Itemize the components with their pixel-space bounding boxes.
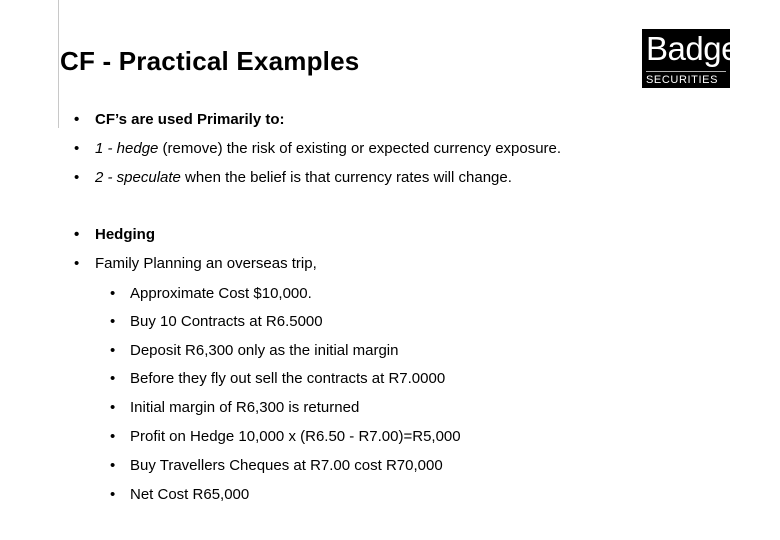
bullet-dot-icon: • [74,255,80,272]
bullet-dot-icon: • [74,140,80,157]
sub-bullet-item [110,486,249,504]
sub-bullet-item [110,285,312,303]
logo-divider [646,71,726,72]
bullet-dot-icon: • [110,486,116,503]
bullet-text: Family Planning an overseas trip, [95,255,317,272]
bullet-dot-icon: • [74,169,80,186]
page-title: CF - Practical Examples [60,46,360,76]
sub-bullet-item [110,457,443,475]
bullet-text [95,169,512,186]
sub-bullet-item [110,399,359,417]
bullet-item [74,169,512,187]
sub-bullet-item [110,370,445,388]
bullet-dot-icon: • [110,457,116,474]
bullet-item [74,140,561,158]
bullet-dot-icon: • [74,111,80,128]
bullet-text: CF’s are used Primarily to: [95,111,285,128]
badger-securities-logo [642,29,750,88]
sub-bullet-text: Before they fly out sell the contracts at R7.0000 [130,370,446,387]
sub-bullet-item [110,342,398,360]
bullet-item [74,255,317,273]
sub-bullet-text: Buy 10 Contracts at R6.5000 [130,313,323,330]
sub-bullet-item [110,313,323,331]
sub-bullet-text: Profit on Hedge 10,000 x (R6.50 - R7.00)=R5,000 [130,428,461,445]
sub-bullet-text: Buy Travellers Cheques at R7.00 cost R70,000 [130,457,443,474]
speculate-emphasis: 2 - speculate [95,169,181,186]
bullet-dot-icon: • [74,226,80,243]
bullet-dot-icon: • [110,370,116,387]
slide-divider-line [58,0,59,128]
bullet-text [95,140,561,157]
hedge-description: (remove) the risk of existing or expected currency exposure. [158,140,562,157]
sub-bullet-text: Deposit R6,300 only as the initial margin [130,342,399,359]
bullet-dot-icon: • [110,428,116,445]
bullet-item [74,226,155,244]
bullet-dot-icon: • [110,313,116,330]
logo-name: Badger [646,30,750,67]
sub-bullet-text: Approximate Cost $10,000. [130,285,312,302]
sub-bullet-text: Net Cost R65,000 [130,486,250,503]
bullet-item [74,111,285,129]
bullet-dot-icon: • [110,285,116,302]
sub-bullet-text: Initial margin of R6,300 is returned [130,399,360,416]
speculate-description: when the belief is that currency rates will change. [180,169,512,186]
hedge-emphasis: 1 - hedge [95,140,159,157]
logo-subtitle: SECURITIES [646,74,719,86]
bullet-text: Hedging [95,226,155,243]
bullet-dot-icon: • [110,399,116,416]
bullet-dot-icon: • [110,342,116,359]
sub-bullet-item [110,428,461,446]
